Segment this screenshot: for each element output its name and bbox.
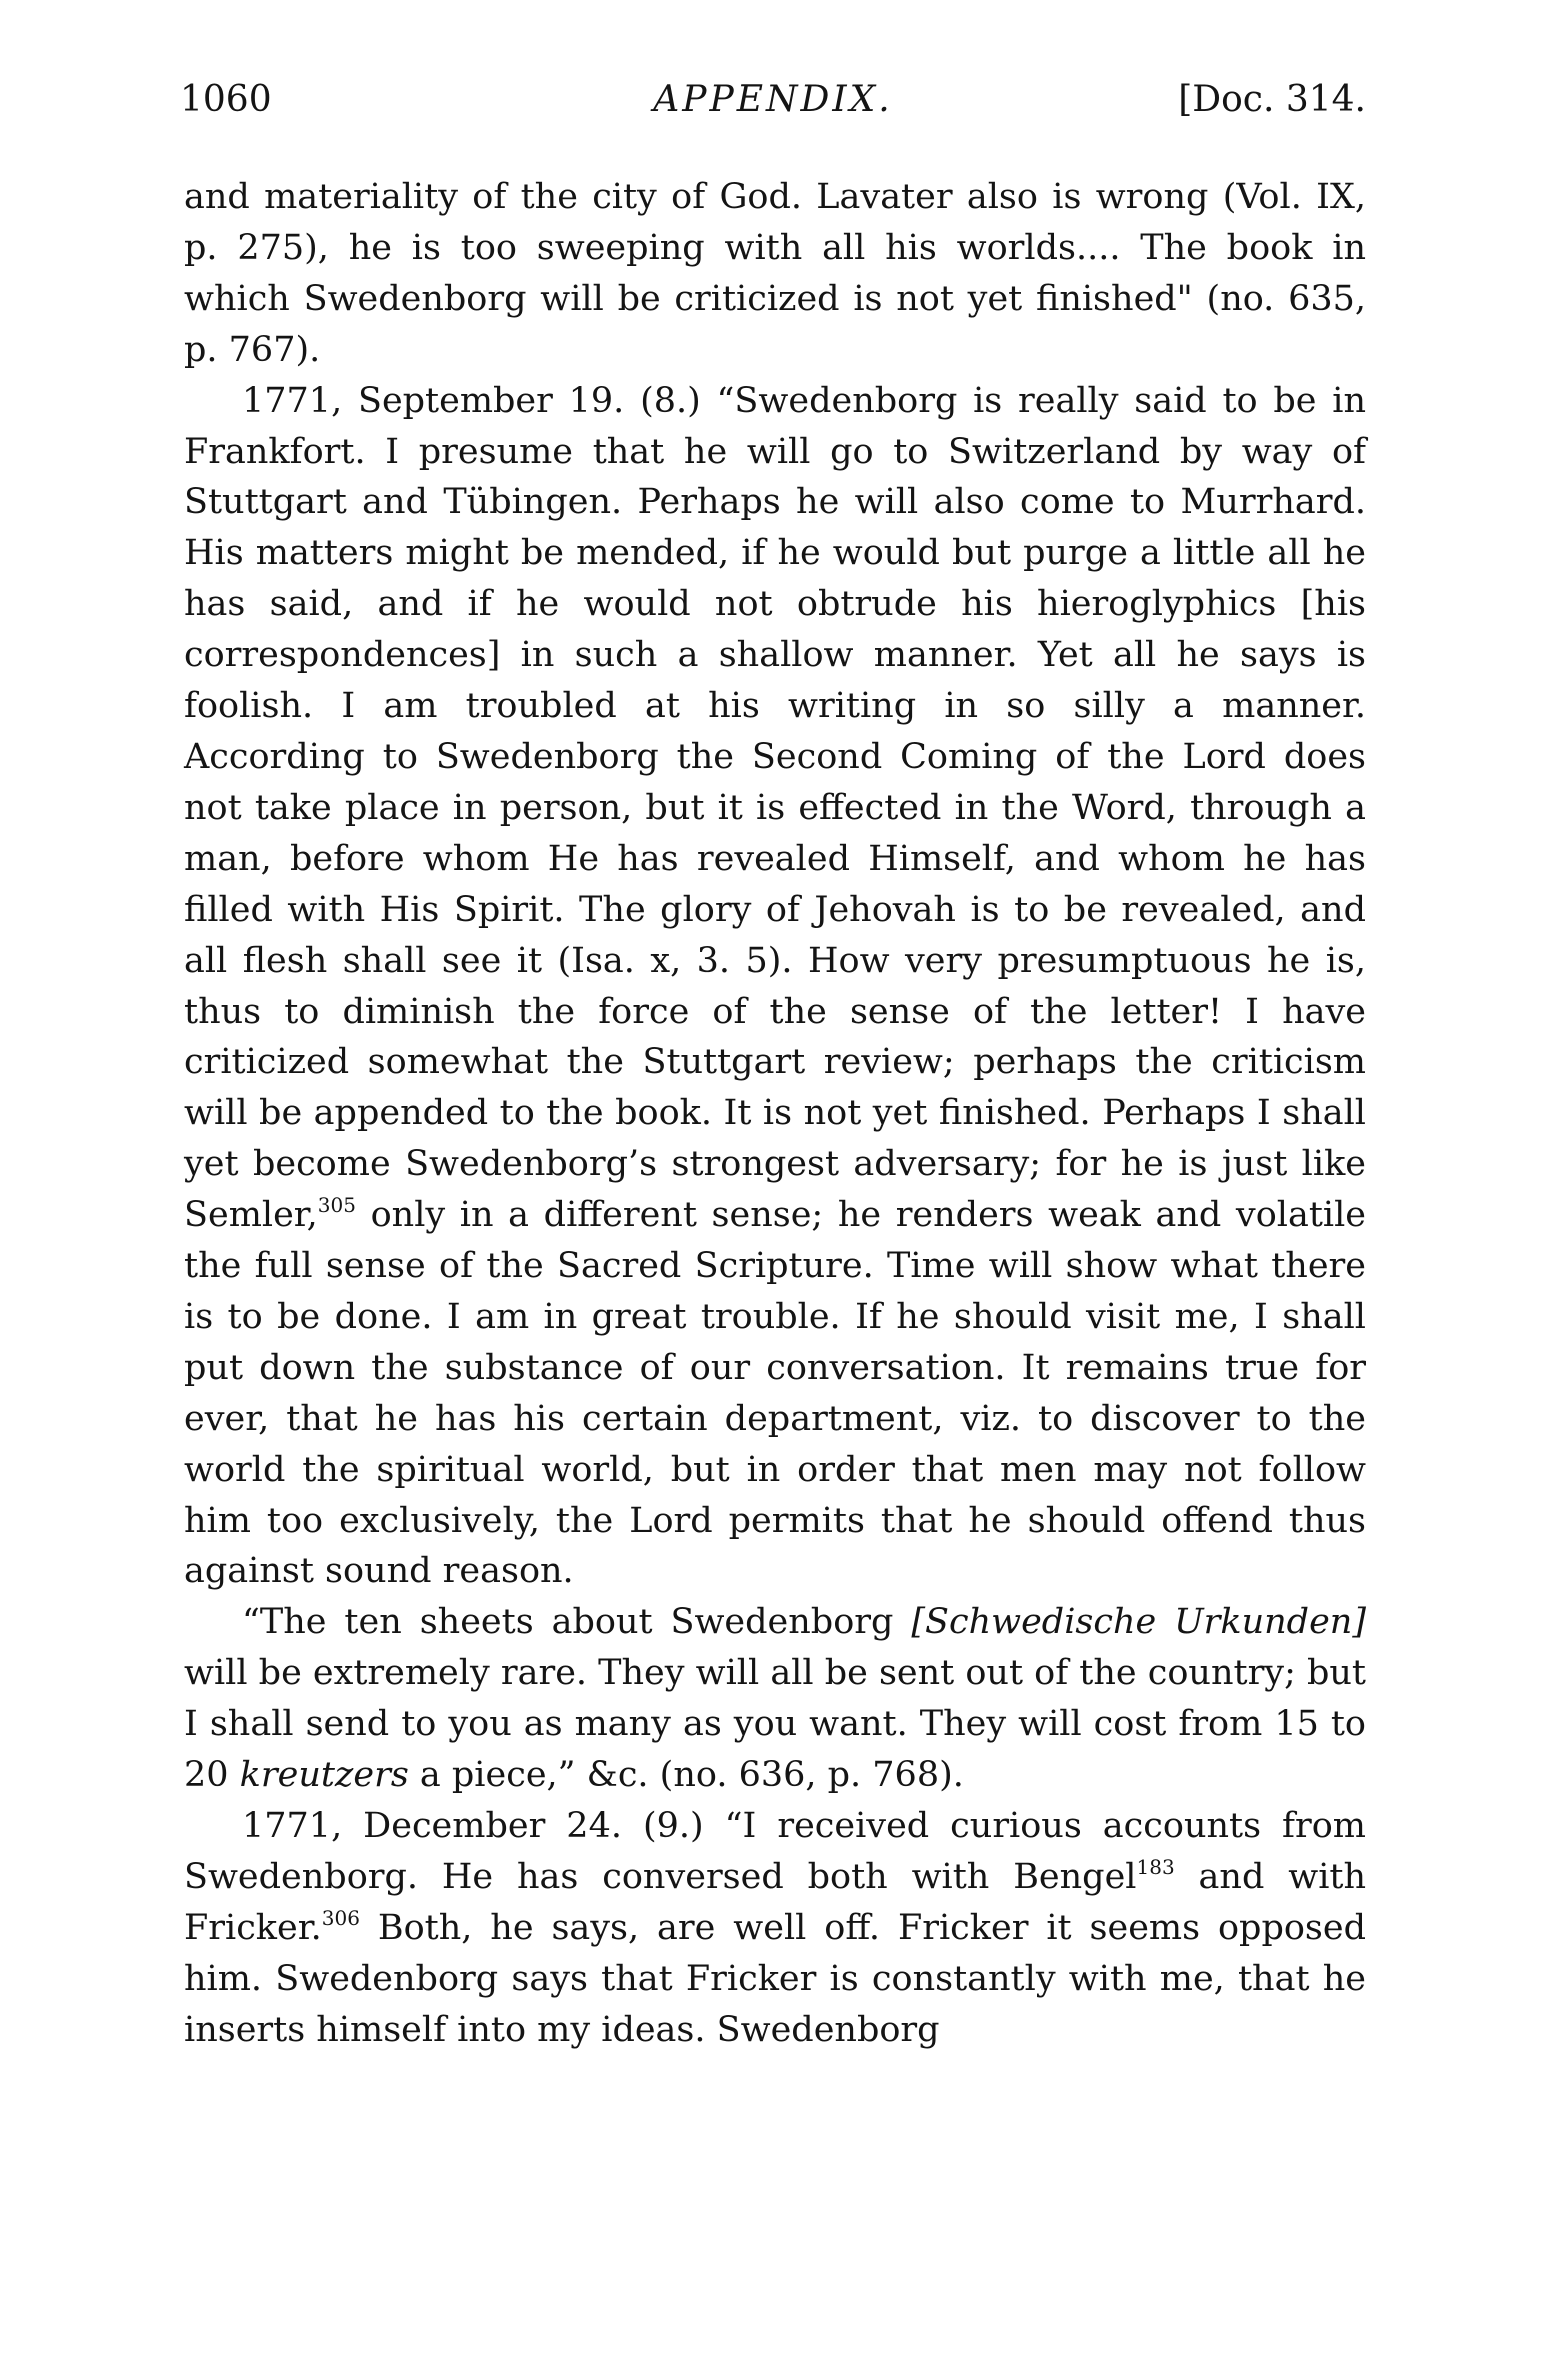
text-run: only in a different sense; he renders weak and volatile the full sense of the Sacred Scripture. Time will show what there is to be done. I am in great trouble. If he should visit me, I shall put down the substance of our conversation. It remains true for ever, that he has his certain department, viz. to discover to the world the spiritual world, but in order that men may not follow him too exclusively, the Lord permits that he should offend thus against sound reason. [184, 1195, 1366, 1592]
paragraph [184, 376, 1366, 1598]
footnote-marker: 306 [321, 1905, 360, 1930]
text-run: a piece,” &c. (no. 636, p. 768). [408, 1755, 964, 1796]
page-header [180, 72, 1366, 128]
paragraph [184, 172, 1366, 376]
text-run: and materiality of the city of God. Lavater also is wrong (Vol. IX, p. 275), he is too sweeping with all his worlds.... The book in which Swedenborg will be criticized is not yet finished" (no. 635, p. 767). [184, 177, 1366, 370]
paragraph [184, 1597, 1366, 1801]
paragraph [184, 1801, 1366, 2056]
text-run: will be extremely rare. They will all be sent out of the country; but I shall send to you as many as you want. They will cost from 15 to 20 [184, 1653, 1367, 1796]
text-run: “The ten sheets about Swedenborg [242, 1602, 912, 1643]
text-run: 1771, September 19. (8.) “Swedenborg is really said to be in Frankfort. I presume that he will go to Switzerland by way of Stuttgart and Tübingen. Perhaps he will also come to Murrhard. His matters might be mended, if he would but purge a little all he has said, and if he would not obtrude his hieroglyphics [his correspondences] in such a shallow manner. Yet all he says is foolish. I am troubled at his writing in so silly a manner. According to Swedenborg the Second Coming of the Lord does not take place in person, but it is effected in the Word, through a man, before whom He has revealed Himself, and whom he has filled with His Spirit. The glory of Jehovah is to be revealed, and all flesh shall see it (Isa. x, 3. 5). How very presumptuous he is, thus to diminish the force of the sense of the letter! I have criticized somewhat the Stuttgart review; perhaps the criticism will be appended to the book. It is not yet finished. Perhaps I shall yet become Swedenborg’s strongest adversary; for he is just like Semler, [184, 380, 1366, 1236]
italic-title: [Schwedische Urkunden] [911, 1602, 1366, 1643]
italic-term: kreutzers [239, 1755, 409, 1796]
footnote-marker: 305 [317, 1193, 356, 1218]
document-reference: [Doc. 314. [1178, 79, 1366, 120]
running-title: APPENDIX. [653, 79, 893, 120]
page-number: 1060 [180, 79, 272, 120]
text-run: Both, he says, are well off. Fricker it seems opposed him. Swedenborg says that Fricker is constantly with me, that he inserts himself into my ideas. Swedenborg [184, 1907, 1366, 2050]
text-run: and with Fricker. [184, 1856, 1366, 1948]
body-text [184, 172, 1366, 2056]
footnote-marker: 183 [1136, 1854, 1175, 1879]
text-run: 1771, December 24. (9.) “I received curious accounts from Swedenborg. He has conversed both with Bengel [184, 1806, 1366, 1897]
